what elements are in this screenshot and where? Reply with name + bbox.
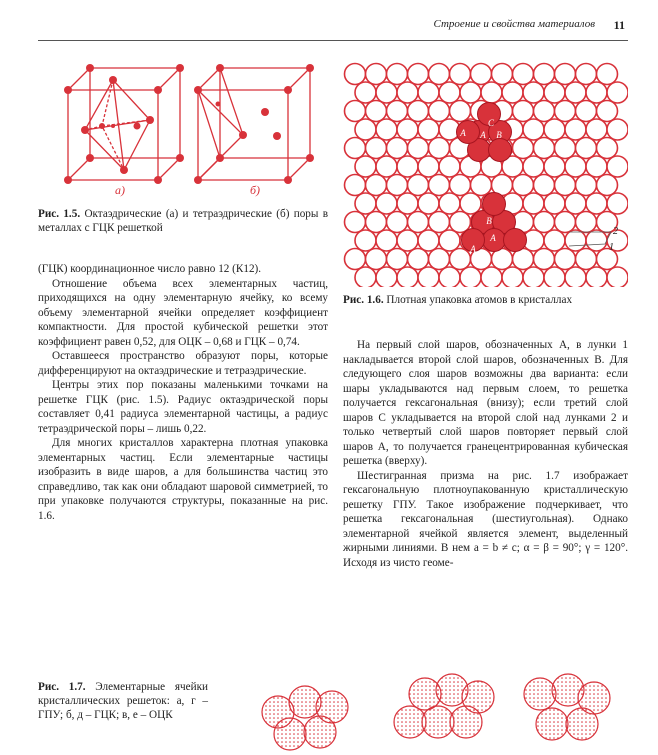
packing-atom xyxy=(366,64,387,85)
packing-atom xyxy=(345,138,366,159)
packing-atom xyxy=(429,101,450,122)
packing-atom xyxy=(397,230,418,251)
packing-atom xyxy=(502,267,523,287)
left-paragraph-5: Для многих кристаллов характерна плотная упаковка элементарных частиц. Если элементарные частицы изобразить в виде шаров, а для большинства частиц это справедливо, так как они обладают шаровой симметрией, то при упаковке получаются структуры, показанные на рис. 1.6. xyxy=(38,437,328,522)
fig-1-5-label-b: б) xyxy=(250,183,261,197)
marker-2: 2 xyxy=(613,226,618,237)
packing-atom xyxy=(376,119,397,140)
packing-atom xyxy=(366,212,387,233)
packing-atom xyxy=(429,64,450,85)
packing-atom-filled xyxy=(504,229,527,252)
packing-atom xyxy=(408,249,429,270)
fig-1-6-close-packing xyxy=(343,62,628,287)
packing-atom xyxy=(513,175,534,196)
fig-1-5-caption-label: Рис. 1.5. xyxy=(38,208,81,220)
atom-letter: A xyxy=(460,128,466,138)
packing-atom xyxy=(555,249,576,270)
packing-atom xyxy=(502,82,523,103)
packing-atom xyxy=(429,138,450,159)
packing-atom xyxy=(450,175,471,196)
fig-1-5-caption-text: Октаэдрические (а) и тетраэдрические (б) поры в металлах с ГЦК решеткой xyxy=(38,208,328,234)
packing-atom xyxy=(565,193,586,214)
packing-atom xyxy=(345,249,366,270)
packing-atom xyxy=(429,212,450,233)
fig-1-7-unit-cells xyxy=(260,672,658,755)
packing-atom xyxy=(523,82,544,103)
sphere xyxy=(524,678,556,710)
packing-atom xyxy=(565,119,586,140)
packing-atom xyxy=(586,82,607,103)
packing-atom xyxy=(366,249,387,270)
packing-atom xyxy=(408,138,429,159)
fig-1-5-label-a: а) xyxy=(115,183,125,197)
packing-atom xyxy=(387,249,408,270)
packing-atom xyxy=(513,101,534,122)
left-paragraph-1: (ГЦК) координационное число равно 12 (К12). xyxy=(38,263,262,275)
packing-atom xyxy=(597,175,618,196)
atom-letter: B xyxy=(486,216,492,226)
packing-atom xyxy=(607,119,628,140)
packing-atom xyxy=(355,267,376,287)
packing-atom xyxy=(544,119,565,140)
packing-atom xyxy=(376,156,397,177)
packing-atom xyxy=(555,101,576,122)
packing-atom xyxy=(376,193,397,214)
packing-atom xyxy=(450,101,471,122)
packing-atom xyxy=(408,101,429,122)
packing-atom xyxy=(607,156,628,177)
left-paragraph-3: Оставшееся пространство образуют поры, которые дифференцируют на октаэдрические и тетраэдрические. xyxy=(38,350,328,377)
packing-atom xyxy=(366,138,387,159)
sphere xyxy=(566,708,598,740)
packing-atom xyxy=(597,138,618,159)
packing-atom xyxy=(355,193,376,214)
packing-atom xyxy=(597,249,618,270)
packing-atom xyxy=(565,230,586,251)
packing-atom xyxy=(418,156,439,177)
packing-atom xyxy=(345,212,366,233)
packing-atom xyxy=(576,101,597,122)
packing-atom xyxy=(565,82,586,103)
packing-atom xyxy=(418,267,439,287)
packing-atom xyxy=(534,101,555,122)
sphere xyxy=(394,706,426,738)
packing-atom xyxy=(565,156,586,177)
packing-atom xyxy=(460,82,481,103)
packing-atom xyxy=(513,138,534,159)
packing-atom xyxy=(544,193,565,214)
packing-atom xyxy=(376,230,397,251)
left-column xyxy=(38,262,328,523)
packing-atom xyxy=(544,82,565,103)
packing-atom xyxy=(523,119,544,140)
packing-atom xyxy=(586,193,607,214)
packing-atom xyxy=(523,267,544,287)
packing-atom xyxy=(376,82,397,103)
running-title: Строение и свойства материалов xyxy=(433,18,595,30)
packing-atom xyxy=(576,175,597,196)
packing-atom xyxy=(345,101,366,122)
packing-atom xyxy=(544,230,565,251)
left-paragraph-2: Отношение объема всех элементарных частиц, приходящихся на одну элементарную ячейку, ко всему объему элементарной ячейки определяет коэффициент компактности. Для простой кубической решетки этот коэффициент равен 0,52, для ОЦК – 0,68 и ГЦК – 0,74. xyxy=(38,277,328,348)
packing-atom xyxy=(555,64,576,85)
packing-atom xyxy=(387,175,408,196)
fig-1-7-caption-text: Элементарные ячейки кристаллических решеток: а, г – ГПУ; б, д – ГЦК; в, е – ОЦК xyxy=(38,681,208,721)
fig-1-6-caption-label: Рис. 1.6. xyxy=(343,294,384,306)
packing-atom xyxy=(397,82,418,103)
sphere xyxy=(304,716,336,748)
atom-letter: A xyxy=(458,144,464,154)
packing-atom xyxy=(607,82,628,103)
packing-atom xyxy=(534,175,555,196)
packing-atom xyxy=(397,156,418,177)
packing-atom xyxy=(534,64,555,85)
page-number: 11 xyxy=(613,18,625,32)
packing-atom xyxy=(418,230,439,251)
packing-atom xyxy=(408,64,429,85)
right-paragraph-2: Шестигранная призма на рис. 1.7 изображает гексагональную плотноупакованную кристаллическую решетку ГПУ. Такое изображение подчеркивает, что решетка гексагональная (шестиугольная). Однако элементарной ячейкой является элемент, выделенный жирными линиями. В нем a = b ≠ c; α = β = 90°; γ = 120°. Исходя из чисто геоме- xyxy=(343,469,628,569)
packing-atom xyxy=(387,64,408,85)
packing-atom xyxy=(481,267,502,287)
right-paragraph-1: На первый слой шаров, обозначенных A, в лунки 1 накладывается второй слой шаров, обозначенных B. Для следующего слоя шаров возможны два варианта: если шары укладываются над первым слоем, то решетка получается гексагональная (внизу); если третий слой шаров C укладывается на второй слой над лунками 2 и только четвертый слой шаров повторяет первый слой шаров A, то получается гранецентрированная кубическая решетка (вверху). xyxy=(343,339,628,467)
packing-atom xyxy=(418,193,439,214)
atom-letter: A xyxy=(470,244,476,254)
packing-atom xyxy=(439,230,460,251)
packing-atom xyxy=(555,212,576,233)
packing-atom xyxy=(597,64,618,85)
packing-atom xyxy=(534,138,555,159)
fig-1-6-caption xyxy=(343,293,628,307)
left-paragraph-4: Центры этих пор показаны маленькими точками на решетке ГЦК (рис. 1.5). Радиус октаэдрической поры составляет 0,41 радиуса элементарной частицы, а радиус тетраэдрической поры – лишь 0,22. xyxy=(38,379,328,435)
fig-1-7-caption xyxy=(38,680,208,722)
packing-atom xyxy=(555,175,576,196)
packing-atom xyxy=(418,82,439,103)
packing-atom xyxy=(418,119,439,140)
packing-atom xyxy=(450,249,471,270)
atom-letter: B xyxy=(496,130,502,140)
packing-atom xyxy=(586,230,607,251)
packing-atom xyxy=(576,138,597,159)
packing-atom xyxy=(429,175,450,196)
sphere xyxy=(274,718,306,750)
packing-atom xyxy=(471,175,492,196)
packing-atom xyxy=(397,193,418,214)
packing-atom xyxy=(408,212,429,233)
packing-atom xyxy=(345,64,366,85)
packing-atom xyxy=(450,64,471,85)
packing-atom xyxy=(450,212,471,233)
packing-atom xyxy=(576,212,597,233)
packing-atom xyxy=(534,249,555,270)
packing-atom xyxy=(471,64,492,85)
atom-letter: A xyxy=(480,130,486,140)
packing-atom xyxy=(355,230,376,251)
packing-atom xyxy=(366,175,387,196)
packing-atom xyxy=(460,193,481,214)
packing-atom xyxy=(492,64,513,85)
marker-1: 1 xyxy=(609,242,614,253)
right-column xyxy=(343,338,628,570)
packing-atom xyxy=(355,82,376,103)
packing-atom xyxy=(376,267,397,287)
packing-atom xyxy=(439,82,460,103)
packing-atom xyxy=(607,193,628,214)
packing-atom xyxy=(607,267,628,287)
packing-atom xyxy=(439,267,460,287)
packing-atom-filled xyxy=(483,193,506,216)
packing-atom xyxy=(345,175,366,196)
packing-atom xyxy=(523,156,544,177)
packing-atom xyxy=(355,119,376,140)
packing-atom xyxy=(439,156,460,177)
packing-atom xyxy=(576,64,597,85)
fig-1-5-tetrahedral-cube xyxy=(190,60,320,195)
sphere xyxy=(536,708,568,740)
packing-atom xyxy=(544,156,565,177)
fig-1-5-caption xyxy=(38,207,328,235)
packing-atom xyxy=(576,249,597,270)
packing-atom xyxy=(355,156,376,177)
packing-atom xyxy=(397,267,418,287)
packing-atom xyxy=(481,82,502,103)
packing-atom xyxy=(439,193,460,214)
atom-letter: C xyxy=(487,118,495,128)
fig-1-6-caption-text: Плотная упаковка атомов в кристаллах xyxy=(386,294,573,306)
fig-1-7-caption-label: Рис. 1.7. xyxy=(38,681,86,693)
packing-atom xyxy=(513,64,534,85)
header-rule xyxy=(38,40,628,41)
packing-atom xyxy=(366,101,387,122)
packing-atom xyxy=(534,212,555,233)
packing-atom xyxy=(555,138,576,159)
packing-atom xyxy=(429,249,450,270)
packing-atom-filled xyxy=(489,139,512,162)
sphere xyxy=(422,706,454,738)
packing-atom xyxy=(586,119,607,140)
packing-atom xyxy=(387,212,408,233)
packing-atom xyxy=(597,101,618,122)
atom-letter: A xyxy=(490,233,496,243)
packing-atom xyxy=(565,267,586,287)
packing-atom xyxy=(408,175,429,196)
packing-atom xyxy=(460,267,481,287)
packing-atom xyxy=(387,138,408,159)
fig-1-5-octahedral-cube xyxy=(60,60,190,195)
packing-atom xyxy=(523,193,544,214)
sphere xyxy=(450,706,482,738)
packing-atom xyxy=(387,101,408,122)
packing-atom xyxy=(586,156,607,177)
packing-atom xyxy=(397,119,418,140)
packing-atom xyxy=(586,267,607,287)
packing-atom xyxy=(544,267,565,287)
